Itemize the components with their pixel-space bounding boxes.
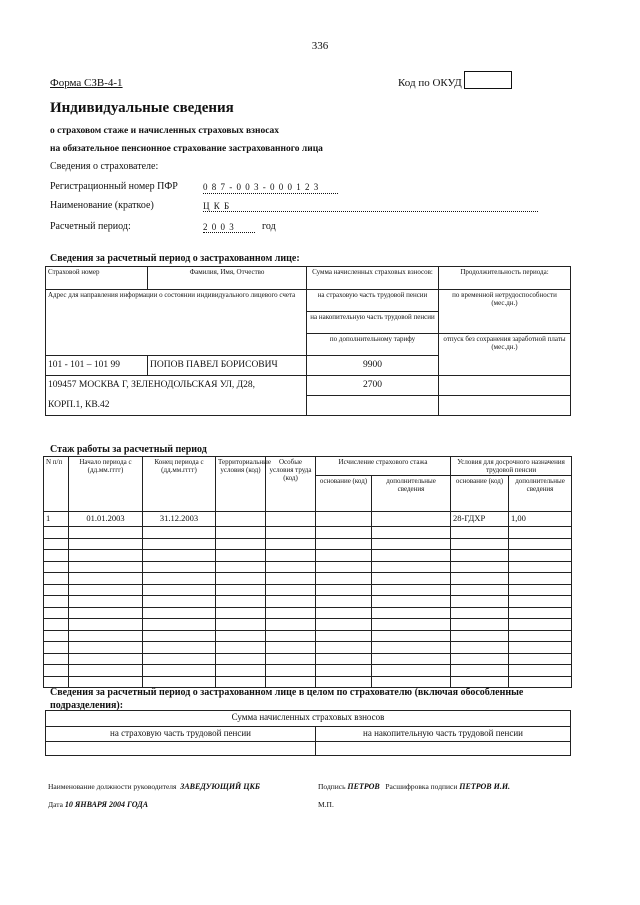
table-cell [451,630,509,642]
table-cell [69,642,143,654]
table-cell [216,527,266,539]
signature-label: Подпись [318,782,346,791]
h-savings-part: на накопительную часть трудовой пенсии [307,312,439,334]
table-cell [143,584,216,596]
table-cell [44,538,69,550]
table-cell [451,653,509,665]
address-line-1: 109457 МОСКВА Г, ЗЕЛЕНОДОЛЬСКАЯ УЛ, Д28, [46,376,307,396]
table-cell [143,607,216,619]
h-duration: Продолжительность периода: [439,267,571,290]
table-cell [372,676,451,688]
table-cell [266,653,316,665]
h-total-insurance: на страховую часть трудовой пенсии [46,727,316,742]
h-calc-addinfo: дополнительные сведения [372,476,451,512]
table-cell [316,642,372,654]
table-cell [372,607,451,619]
table-cell [216,584,266,596]
table-cell [316,584,372,596]
table-cell [316,676,372,688]
table-cell [372,512,451,527]
period-label: Расчетный период: [50,221,131,232]
total-savings-value [316,742,571,756]
table-row [44,653,572,665]
table-row [44,573,572,585]
table-cell [451,619,509,631]
table-cell [216,619,266,631]
table-cell [316,561,372,573]
table-row [44,584,572,596]
h-calc: Исчисление страхового стажа [316,457,451,476]
insurer-name-value: Ц К Б [203,201,231,211]
table-row [44,619,572,631]
okud-code-box [464,71,512,89]
table-cell [44,596,69,608]
table-cell [372,573,451,585]
table-cell [266,584,316,596]
table-cell [316,573,372,585]
table-cell [216,596,266,608]
document-title: Индивидуальные сведения [50,100,234,116]
table-cell [372,527,451,539]
table-cell [143,642,216,654]
table-cell [316,527,372,539]
table-cell [69,538,143,550]
sum-savings-part: 2700 [307,376,439,396]
table-cell [69,527,143,539]
duration-empty-2 [439,396,571,416]
table-cell [316,607,372,619]
h-early-basis: основание (код) [451,476,509,512]
table-row [44,527,572,539]
table-cell [44,550,69,562]
table-cell [216,550,266,562]
h-sum: Сумма начисленных страховых взносов: [307,267,439,290]
table-cell [143,538,216,550]
table-cell [69,665,143,677]
table-row [44,630,572,642]
table-cell [509,550,572,562]
date-line [48,800,148,809]
subtitle-1: о страховом стаже и начисленных страховых взносах [50,126,280,136]
table-cell [509,584,572,596]
table-cell [69,573,143,585]
table-cell [509,607,572,619]
table-cell [509,676,572,688]
table-cell [316,653,372,665]
table-cell [451,584,509,596]
position-label: Наименование должности руководителя [48,782,177,791]
reg-number-value: 0 8 7 - 0 0 3 - 0 0 0 1 2 3 [203,182,320,192]
table-cell [451,596,509,608]
table-cell [143,550,216,562]
table-cell [216,512,266,527]
h-start: Начало периода с (дд.мм.гггг) [69,457,143,512]
table-cell [266,512,316,527]
sum-empty [307,396,439,416]
table-row [44,550,572,562]
signature-line [318,782,510,791]
table-cell [451,561,509,573]
table-cell [509,665,572,677]
table-row [44,607,572,619]
table-cell [316,630,372,642]
total-section-heading: Сведения за расчетный период о застрахованном лице в целом по страхователю (включая обособленные подразделения): [50,687,524,711]
table-cell [266,538,316,550]
table-cell [316,512,372,527]
table-cell [451,607,509,619]
h-territorial: Территориальные условия (код) [216,457,266,512]
table-cell [143,561,216,573]
insurer-name-label: Наименование (краткое) [50,200,154,211]
table-cell [216,653,266,665]
insurer-heading: Сведения о страхователе: [50,161,159,172]
table-cell [266,642,316,654]
table-cell [266,596,316,608]
table-cell [216,676,266,688]
total-table [45,710,571,756]
table-cell [44,653,69,665]
h-num: N п/п [44,457,69,512]
h-early: Условия для досрочного назначения трудовой пенсии [451,457,572,476]
table-cell [372,630,451,642]
table-cell [451,642,509,654]
table-row [44,538,572,550]
table-cell [266,573,316,585]
table-cell [266,527,316,539]
table-cell [372,619,451,631]
table-cell [44,642,69,654]
table-cell [216,607,266,619]
table-cell [44,561,69,573]
h-total-savings: на накопительную часть трудовой пенсии [316,727,571,742]
table-cell [143,619,216,631]
table-cell [216,642,266,654]
table-cell [143,573,216,585]
table-cell [143,630,216,642]
table-cell [372,642,451,654]
address-line-2: КОРП.1, КВ.42 [46,396,307,416]
table-cell [509,653,572,665]
date-label: Дата [48,800,63,809]
table-cell [69,619,143,631]
table-cell [509,596,572,608]
table-cell [316,596,372,608]
work-table [43,456,572,688]
position-line [48,782,260,791]
table-cell [372,550,451,562]
table-cell [451,676,509,688]
page-number: 336 [311,40,329,52]
insurance-number: 101 - 101 – 101 99 [46,356,148,376]
table-cell [372,584,451,596]
table-cell [44,573,69,585]
reg-number-underline [203,193,338,194]
table-cell [316,665,372,677]
person-table [45,266,571,416]
table-cell [143,665,216,677]
table-cell [316,538,372,550]
sum-insurance-part: 9900 [307,356,439,376]
table-cell [69,653,143,665]
table-cell [44,527,69,539]
h-special: Особые условия труда (код) [266,457,316,512]
table-cell [44,630,69,642]
h-sick: по временной нетрудоспособности (мес.дн.) [439,290,571,334]
table-cell [44,676,69,688]
date-value: 10 ЯНВАРЯ 2004 ГОДА [64,800,149,809]
signature-value: ПЕТРОВ [347,782,380,791]
table-cell [316,619,372,631]
table-cell [451,538,509,550]
table-cell [509,630,572,642]
table-cell [509,642,572,654]
duration-empty-1 [439,376,571,396]
total-insurance-value [46,742,316,756]
table-cell [451,527,509,539]
insurer-name-underline [203,211,538,212]
table-cell [509,619,572,631]
table-cell [266,665,316,677]
table-cell [143,653,216,665]
table-cell [44,619,69,631]
table-cell [509,561,572,573]
table-cell [266,561,316,573]
table-cell [143,676,216,688]
table-row [44,642,572,654]
table-cell [69,596,143,608]
h-additional: по дополнительному тарифу [307,334,439,356]
table-cell [451,550,509,562]
period-value: 2 0 0 3 [203,222,235,232]
table-cell [266,630,316,642]
h-total-sum: Сумма начисленных страховых взносов [46,711,571,727]
table-cell [69,630,143,642]
table-cell [266,550,316,562]
form-name: Форма СЗВ-4-1 [50,77,123,89]
table-cell [266,676,316,688]
reg-number-label: Регистрационный номер ПФР [50,181,178,192]
table-cell [44,607,69,619]
table-cell [216,630,266,642]
h-address: Адрес для направления информации о состоянии индивидуального лицевого счета [46,290,307,356]
table-cell [372,596,451,608]
table-row [44,596,572,608]
okud-label: Код по ОКУД [398,77,462,89]
h-fio: Фамилия, Имя, Отчество [148,267,307,290]
table-cell [216,573,266,585]
table-row [44,665,572,677]
table-cell [372,653,451,665]
person-fio: ПОПОВ ПАВЕЛ БОРИСОВИЧ [148,356,307,376]
person-section-heading: Сведения за расчетный период о застрахованном лице: [50,253,300,264]
table-cell: 1 [44,512,69,527]
position-value: ЗАВЕДУЮЩИЙ ЦКБ [180,782,261,791]
work-section-heading: Стаж работы за расчетный период [50,444,207,455]
table-cell [69,676,143,688]
table-cell [266,607,316,619]
table-row [44,676,572,688]
table-cell [451,665,509,677]
table-cell [509,527,572,539]
decode-label: Расшифровка подписи [385,782,458,791]
table-cell [69,561,143,573]
table-cell: 31.12.2003 [143,512,216,527]
table-cell [509,573,572,585]
period-underline [203,232,255,233]
subtitle-2: на обязательное пенсионное страхование застрахованного лица [50,144,323,154]
table-cell [372,561,451,573]
table-cell [69,607,143,619]
table-cell [372,538,451,550]
h-insurance-part: на страховую часть трудовой пенсии [307,290,439,312]
table-row [44,561,572,573]
period-unit: год [262,221,276,232]
table-cell [451,573,509,585]
table-cell [44,665,69,677]
h-insurance-no: Страховой номер [46,267,148,290]
h-early-addinfo: дополнительные сведения [509,476,572,512]
h-end: Конец периода с (дд.мм.гггг) [143,457,216,512]
table-cell [69,584,143,596]
table-cell [143,527,216,539]
decode-value: ПЕТРОВ И.И. [459,782,511,791]
table-cell [216,538,266,550]
table-cell [69,550,143,562]
table-cell: 1,00 [509,512,572,527]
table-cell: 01.01.2003 [69,512,143,527]
table-cell [266,619,316,631]
h-leave: отпуск без сохранения заработной платы (мес.дн.) [439,334,571,376]
table-cell [216,665,266,677]
table-row [44,512,572,527]
table-cell: 28-ГДХР [451,512,509,527]
table-cell [44,584,69,596]
table-cell [509,538,572,550]
h-calc-basis: основание (код) [316,476,372,512]
stamp-label: М.П. [318,800,334,809]
table-cell [372,665,451,677]
table-cell [316,550,372,562]
table-cell [143,596,216,608]
table-cell [216,561,266,573]
